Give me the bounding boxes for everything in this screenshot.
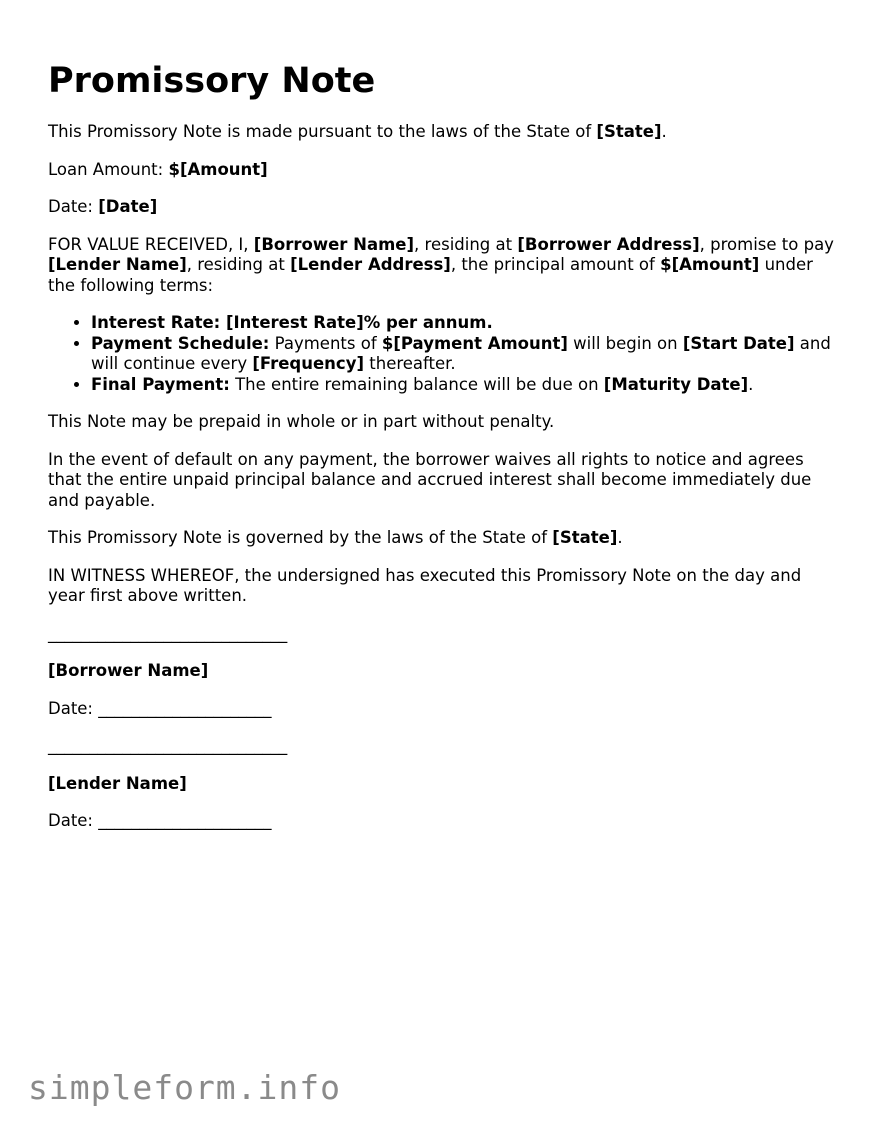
intro-state-placeholder: [State] [596, 122, 662, 141]
intro-suffix: . [661, 122, 667, 141]
loan-amount-label: Loan Amount: [48, 159, 169, 179]
witness-paragraph: IN WITNESS WHEREOF, the undersigned has executed this Promissory Note on the day and year first above written. [48, 565, 802, 605]
date-line [48, 197, 838, 218]
term-payment-schedule [91, 334, 838, 375]
final-payment-text-2: . [748, 374, 754, 394]
payment-amount-placeholder: $[Payment Amount] [381, 333, 568, 353]
value-received-text-3: , promise to pay [699, 234, 834, 254]
governed-state-placeholder: [State] [552, 528, 618, 547]
lender-name-placeholder: [Lender Name] [48, 255, 187, 274]
payment-schedule-text-1: Payments of [269, 333, 382, 353]
watermark: simpleform.info [28, 1068, 342, 1107]
borrower-signature-name: [Borrower Name] [48, 661, 209, 680]
document-page [48, 58, 838, 849]
borrower-name-placeholder: [Borrower Name] [253, 234, 415, 254]
prepay-paragraph: This Note may be prepaid in whole or in part without penalty. [48, 412, 555, 431]
governed-paragraph [48, 528, 838, 549]
lender-signature-line: _____________________________ [48, 736, 288, 755]
date-label: Date: [48, 197, 99, 216]
lender-address-placeholder: [Lender Address] [290, 255, 451, 274]
principal-amount-placeholder: $[Amount] [660, 255, 760, 274]
date-value: [Date] [98, 197, 158, 216]
start-date-placeholder: [Start Date] [682, 333, 795, 353]
borrower-address-placeholder: [Borrower Address] [517, 234, 700, 254]
value-received-text-4: , residing at [186, 255, 291, 274]
document-title: Promissory Note [48, 61, 376, 101]
value-received-text-6: under the following terms: [48, 255, 813, 295]
term-final-payment [91, 375, 838, 396]
value-received-paragraph [48, 235, 838, 297]
payment-schedule-text-3: and will continue every [91, 333, 831, 373]
value-received-text-1: FOR VALUE RECEIVED, I, [48, 234, 254, 254]
payment-schedule-text-2: will begin on [567, 333, 683, 353]
terms-list [48, 313, 838, 395]
intro-prefix: This Promissory Note is made pursuant to the laws of the State of [48, 122, 597, 141]
governed-suffix: . [617, 528, 623, 547]
payment-schedule-label: Payment Schedule: [91, 333, 270, 353]
value-received-text-2: , residing at [414, 234, 518, 254]
lender-signature-name: [Lender Name] [48, 773, 187, 793]
frequency-placeholder: [Frequency] [252, 354, 365, 373]
value-received-text-5: , the principal amount of [450, 255, 661, 274]
final-payment-text-1: The entire remaining balance will be due on [229, 374, 604, 394]
borrower-signature-line: _____________________________ [48, 623, 288, 643]
governed-prefix: This Promissory Note is governed by the laws of the State of [48, 528, 553, 547]
final-payment-label: Final Payment: [91, 374, 230, 394]
intro-paragraph [48, 122, 838, 143]
term-interest-rate [91, 313, 838, 334]
payment-schedule-text-4: thereafter. [364, 354, 456, 373]
interest-rate-text: Interest Rate: [Interest Rate]% per annum. [91, 313, 493, 332]
loan-amount-value: $[Amount] [168, 159, 268, 179]
lender-signature-date: Date: _____________________ [48, 811, 272, 830]
loan-amount-line [48, 160, 838, 181]
default-paragraph: In the event of default on any payment, the borrower waives all rights to notice and agrees that the entire unpaid principal balance and accrued interest shall become immediately due and payable. [48, 449, 812, 510]
borrower-signature-date: Date: _____________________ [48, 698, 272, 718]
maturity-date-placeholder: [Maturity Date] [603, 374, 749, 394]
